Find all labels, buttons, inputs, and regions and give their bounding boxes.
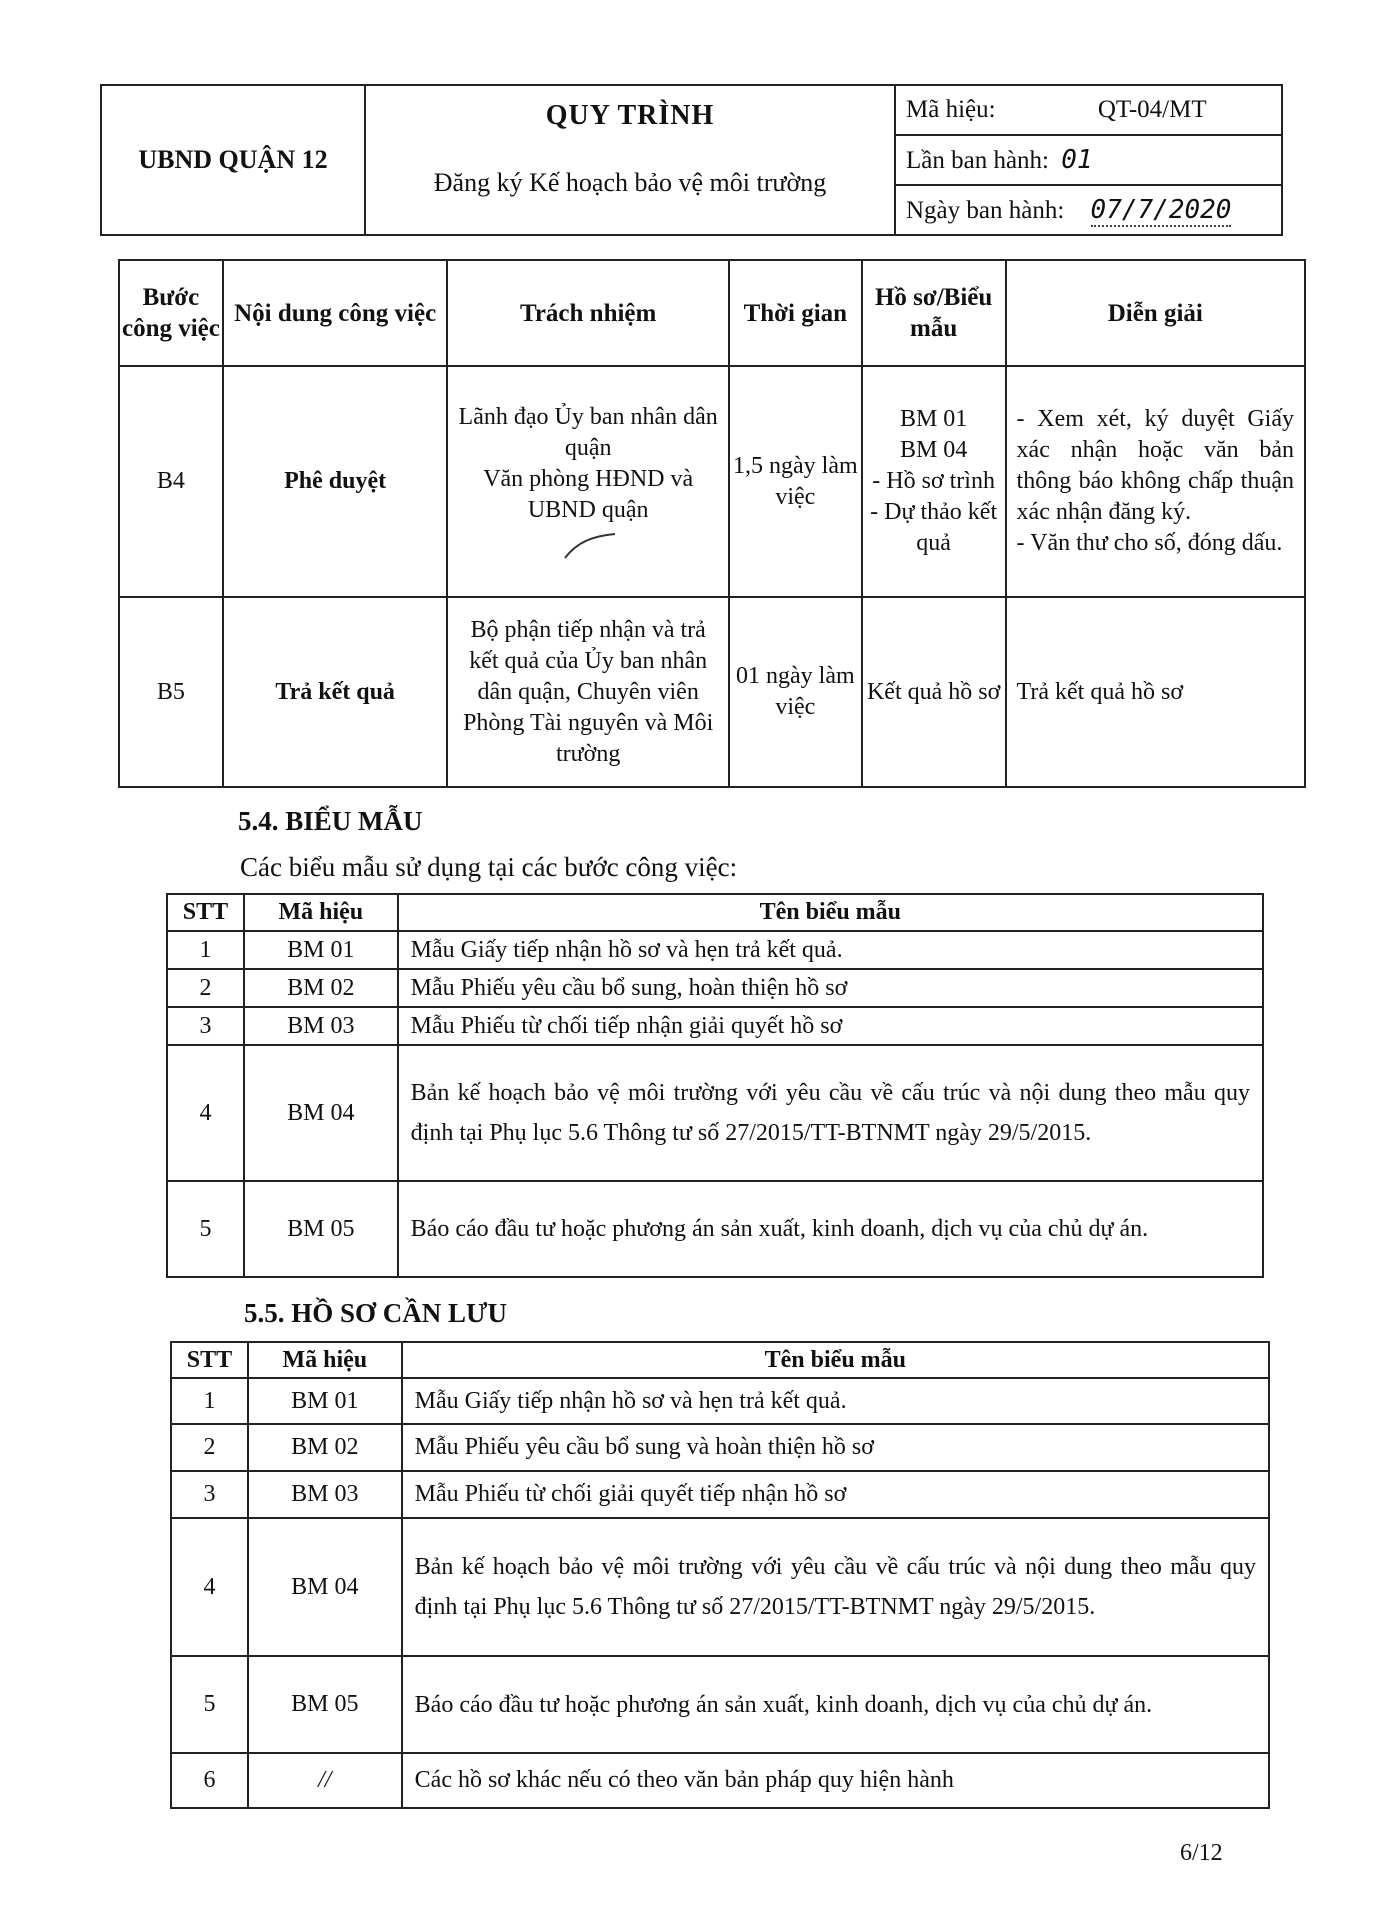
page-number: 6/12 xyxy=(1180,1840,1223,1866)
responsible-line: Lãnh đạo Ủy ban nhân dân quận xyxy=(458,403,718,461)
row-name: Mẫu Phiếu yêu cầu bổ sung và hoàn thiện hồ sơ xyxy=(402,1424,1269,1471)
row-name: Bản kế hoạch bảo vệ môi trường với yêu cầu về cấu trúc và nội dung theo mẫu quy định tại Phụ lục 5.6 Thông tư số 27/2015/TT-BTNMT ngày 29/5/2015. xyxy=(402,1518,1269,1656)
column-header: Nội dung công việc xyxy=(223,260,448,366)
date-cell xyxy=(895,185,1282,235)
table-header-row xyxy=(119,260,1305,366)
table-row xyxy=(171,1471,1269,1518)
row-name: Các hồ sơ khác nếu có theo văn bản pháp quy hiện hành xyxy=(402,1753,1269,1808)
column-header: Mã hiệu xyxy=(244,894,398,931)
row-stt: 3 xyxy=(167,1007,244,1045)
table-row xyxy=(171,1656,1269,1753)
pen-stroke-mark xyxy=(553,528,623,562)
table-header-row xyxy=(171,1342,1269,1378)
step-explain: Trả kết quả hồ sơ xyxy=(1006,597,1305,787)
step-docs xyxy=(862,366,1006,597)
column-header: Bước công việc xyxy=(119,260,223,366)
column-header: Diễn giải xyxy=(1006,260,1305,366)
row-stt: 4 xyxy=(171,1518,248,1656)
section-heading: 5.4. BIỂU MẪU xyxy=(238,806,423,836)
table-row xyxy=(167,1045,1263,1181)
doc-line: - Hồ sơ trình xyxy=(872,468,995,494)
row-stt: 2 xyxy=(171,1424,248,1471)
table-row xyxy=(119,366,1305,597)
row-code: BM 01 xyxy=(248,1378,402,1424)
organization-name: UBND QUẬN 12 xyxy=(101,85,365,235)
table-row xyxy=(167,1007,1263,1045)
table-row xyxy=(167,1181,1263,1277)
column-header: Hồ sơ/Biểu mẫu xyxy=(862,260,1006,366)
row-stt: 3 xyxy=(171,1471,248,1518)
row-name: Mẫu Phiếu từ chối tiếp nhận giải quyết hồ sơ xyxy=(398,1007,1263,1045)
column-header: Tên biểu mẫu xyxy=(402,1342,1269,1378)
row-code: BM 02 xyxy=(244,969,398,1007)
step-docs: Kết quả hồ sơ xyxy=(862,597,1006,787)
row-code: BM 03 xyxy=(248,1471,402,1518)
records-table xyxy=(170,1341,1270,1809)
date-label: Ngày ban hành: xyxy=(906,197,1065,224)
step-explain xyxy=(1006,366,1305,597)
row-stt: 5 xyxy=(171,1656,248,1753)
row-code: BM 03 xyxy=(244,1007,398,1045)
step-task: Phê duyệt xyxy=(223,366,448,597)
procedure-steps-table xyxy=(118,259,1306,788)
doc-line: BM 01 xyxy=(899,406,968,432)
row-name: Mẫu Giấy tiếp nhận hồ sơ và hẹn trả kết quả. xyxy=(398,931,1263,969)
row-name: Bản kế hoạch bảo vệ môi trường với yêu cầu về cấu trúc và nội dung theo mẫu quy định tại Phụ lục 5.6 Thông tư số 27/2015/TT-BTNMT ngày 29/5/2015. xyxy=(398,1045,1263,1181)
table-row xyxy=(171,1753,1269,1808)
doc-line: - Dự thảo kết quả xyxy=(870,499,998,556)
forms-table xyxy=(166,893,1264,1278)
step-code: B4 xyxy=(119,366,223,597)
document-header xyxy=(100,84,1283,236)
table-header-row xyxy=(167,894,1263,931)
column-header: Tên biểu mẫu xyxy=(398,894,1263,931)
step-responsible: Bộ phận tiếp nhận và trả kết quả của Ủy ban nhân dân quận, Chuyên viên Phòng Tài nguyên và Môi trường xyxy=(447,597,729,787)
row-code: BM 04 xyxy=(248,1518,402,1656)
responsible-line: Văn phòng HĐND và UBND quận xyxy=(483,465,694,523)
row-code: BM 05 xyxy=(248,1656,402,1753)
step-time: 01 ngày làm việc xyxy=(729,597,862,787)
explain-line: - Xem xét, ký duyệt Giấy xác nhận hoặc văn bản thông báo không chấp thuận xác nhận đăng ký. xyxy=(1016,406,1294,525)
row-name: Báo cáo đầu tư hoặc phương án sản xuất, kinh doanh, dịch vụ của chủ dự án. xyxy=(402,1656,1269,1753)
row-name: Mẫu Phiếu từ chối giải quyết tiếp nhận hồ sơ xyxy=(402,1471,1269,1518)
edition-cell xyxy=(895,135,1282,185)
row-stt: 4 xyxy=(167,1045,244,1181)
row-code: BM 02 xyxy=(248,1424,402,1471)
date-value: 07/7/2020 xyxy=(1090,195,1232,225)
row-stt: 1 xyxy=(167,931,244,969)
column-header: Trách nhiệm xyxy=(447,260,729,366)
document-type: QUY TRÌNH xyxy=(545,100,715,131)
row-stt: 1 xyxy=(171,1378,248,1424)
column-header: STT xyxy=(171,1342,248,1378)
section-intro: Các biểu mẫu sử dụng tại các bước công việc: xyxy=(240,852,738,882)
step-task: Trả kết quả xyxy=(223,597,448,787)
code-label: Mã hiệu: xyxy=(906,96,996,123)
step-code: B5 xyxy=(119,597,223,787)
table-row xyxy=(171,1424,1269,1471)
row-code: BM 04 xyxy=(244,1045,398,1181)
row-name: Mẫu Giấy tiếp nhận hồ sơ và hẹn trả kết quả. xyxy=(402,1378,1269,1424)
row-code: BM 05 xyxy=(244,1181,398,1277)
step-responsible xyxy=(447,366,729,597)
column-header: STT xyxy=(167,894,244,931)
code-value: QT-04/MT xyxy=(1097,96,1207,123)
edition-label: Lần ban hành: xyxy=(906,147,1050,174)
procedure-name: Đăng ký Kế hoạch bảo vệ môi trường xyxy=(433,168,827,197)
table-row xyxy=(167,969,1263,1007)
row-stt: 6 xyxy=(171,1753,248,1808)
edition-value: 01 xyxy=(1061,145,1093,175)
table-row xyxy=(171,1518,1269,1656)
row-code: BM 01 xyxy=(244,931,398,969)
table-row xyxy=(167,931,1263,969)
explain-line: - Văn thư cho số, đóng dấu. xyxy=(1016,530,1283,556)
row-stt: 2 xyxy=(167,969,244,1007)
code-cell xyxy=(895,85,1282,135)
procedure-title-cell xyxy=(365,85,895,235)
column-header: Thời gian xyxy=(729,260,862,366)
row-code: // xyxy=(248,1753,402,1808)
column-header: Mã hiệu xyxy=(248,1342,402,1378)
table-row xyxy=(171,1378,1269,1424)
row-name: Mẫu Phiếu yêu cầu bổ sung, hoàn thiện hồ sơ xyxy=(398,969,1263,1007)
step-time: 1,5 ngày làm việc xyxy=(729,366,862,597)
row-name: Báo cáo đầu tư hoặc phương án sản xuất, kinh doanh, dịch vụ của chủ dự án. xyxy=(398,1181,1263,1277)
doc-line: BM 04 xyxy=(899,437,968,463)
row-stt: 5 xyxy=(167,1181,244,1277)
table-row xyxy=(119,597,1305,787)
section-heading: 5.5. HỒ SƠ CẦN LƯU xyxy=(244,1298,508,1328)
